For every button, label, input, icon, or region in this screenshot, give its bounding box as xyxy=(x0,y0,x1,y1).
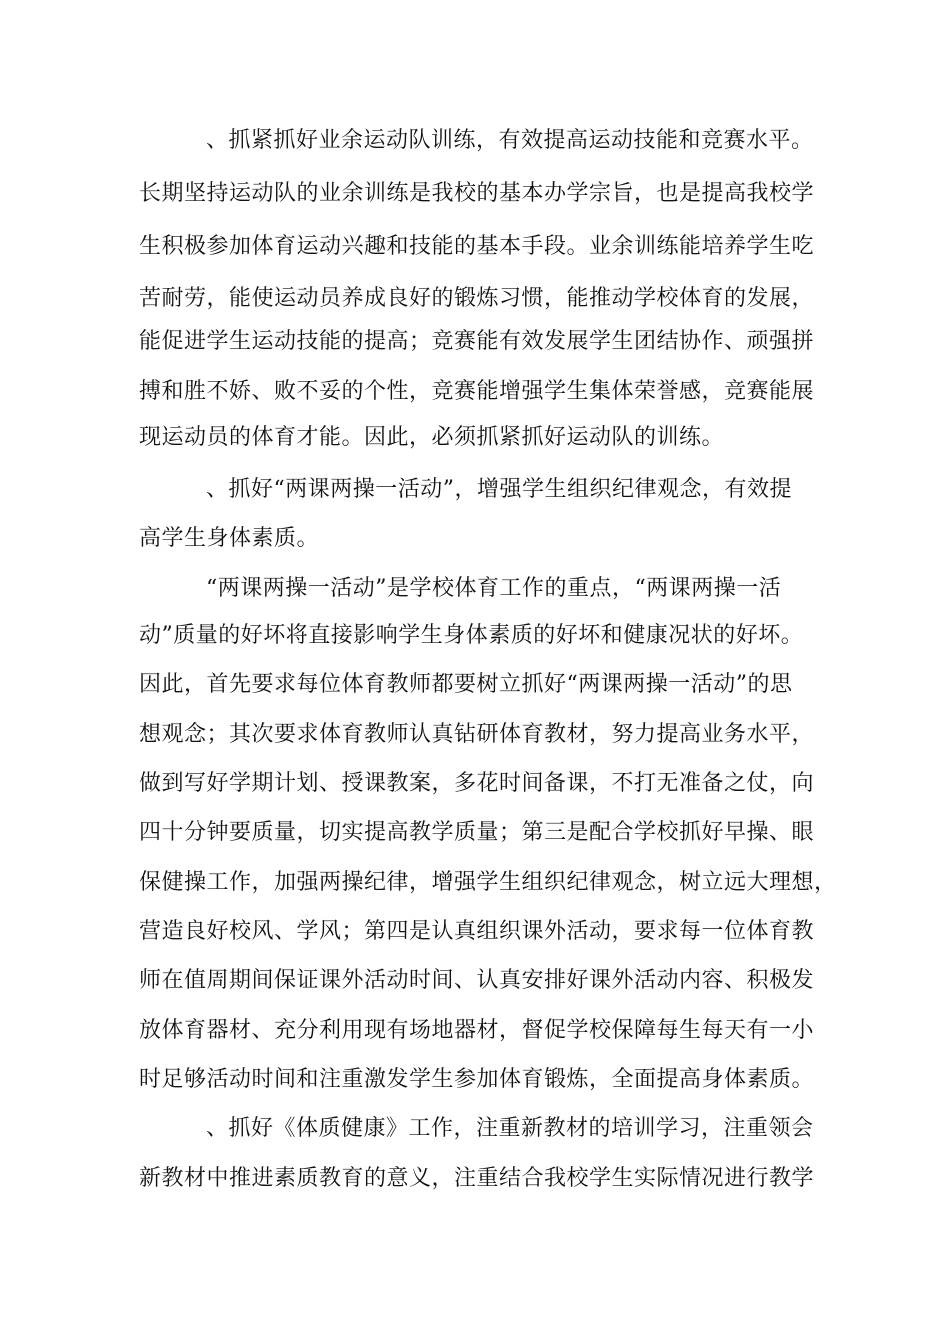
text-line: 新教材中推进素质教育的意义，注重结合我校学生实际情况进行教学 xyxy=(139,1166,815,1191)
text-line: 时足够活动时间和注重激发学生参加体育锻炼，全面提高身体素质。 xyxy=(139,1067,815,1092)
text-line: 动”质量的好坏将直接影响学生身体素质的好坏和健康况状的好坏。 xyxy=(139,623,804,648)
text-line: 保健操工作，加强两操纪律，增强学生组织纪律观念，树立远大理想， xyxy=(139,870,837,895)
text-line: 、抓好“两课两操一活动”，增强学生组织纪律观念，有效提 xyxy=(206,477,792,502)
text-line: 高学生身体素质。 xyxy=(139,526,320,551)
text-line: 生积极参加体育运动兴趣和技能的基本手段。业余训练能培养学生吃 xyxy=(139,234,815,259)
text-line: 苦耐劳，能使运动员养成良好的锻炼习惯，能推动学校体育的发展， xyxy=(139,286,815,311)
text-line: 、抓紧抓好业余运动队训练，有效提高运动技能和竞赛水平。 xyxy=(206,128,814,153)
text-line: 现运动员的体育才能。因此，必须抓紧抓好运动队的训练。 xyxy=(139,425,725,450)
text-line: 师在值周期间保证课外活动时间、认真安排好课外活动内容、积极发 xyxy=(139,968,815,993)
text-line: “两课两操一活动”是学校体育工作的重点，“两课两操一活 xyxy=(206,576,782,601)
text-line: 、抓好《体质健康》工作，注重新教材的培训学习，注重领会 xyxy=(206,1116,814,1141)
text-line: 做到写好学期计划、授课教案，多花时间备课，不打无准备之仗，向 xyxy=(139,771,815,796)
text-line: 四十分钟要质量，切实提高教学质量；第三是配合学校抓好早操、眼 xyxy=(139,820,815,845)
text-line: 搏和胜不娇、败不妥的个性，竞赛能增强学生集体荣誉感，竞赛能展 xyxy=(139,379,815,404)
text-line: 想观念；其次要求体育教师认真钻研体育教材，努力提高业务水平， xyxy=(139,722,815,747)
text-line: 放体育器材、充分利用现有场地器材，督促学校保障每生每天有一小 xyxy=(139,1018,815,1043)
text-line: 能促进学生运动技能的提高；竞赛能有效发展学生团结协作、顽强拼 xyxy=(139,329,815,354)
text-line: 长期坚持运动队的业余训练是我校的基本办学宗旨，也是提高我校学 xyxy=(139,181,815,206)
text-line: 因此，首先要求每位体育教师都要树立抓好“两课两操一活动”的思 xyxy=(139,672,793,697)
text-line: 营造良好校风、学风；第四是认真组织课外活动，要求每一位体育教 xyxy=(139,919,815,944)
